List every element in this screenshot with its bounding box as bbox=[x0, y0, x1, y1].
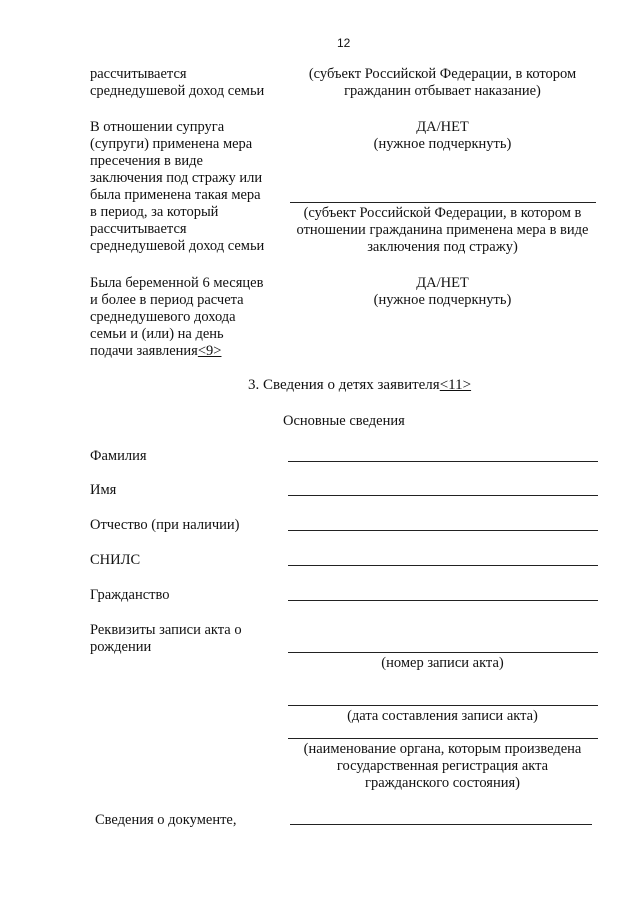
birth-record-label-line-1: Реквизиты записи акта о bbox=[90, 622, 242, 638]
block2-left-line-2: (супруги) применена мера bbox=[90, 136, 253, 152]
block2-right-line-1: (субъект Российской Федерации, в котором в bbox=[303, 205, 582, 221]
block2-right-line-2: отношении гражданина применена мера в виде bbox=[296, 222, 589, 238]
block1-right-line-2: гражданин отбывает наказание) bbox=[344, 83, 541, 99]
record-number-hint: (номер записи акта) bbox=[381, 655, 504, 671]
section-subtitle: Основные сведения bbox=[283, 413, 405, 429]
block2-left-line-5: была применена такая мера bbox=[90, 187, 261, 203]
snils-label: СНИЛС bbox=[90, 552, 141, 568]
authority-hint-line-2: государственная регистрация акта bbox=[336, 758, 549, 774]
block2-answer-hint: (нужное подчеркнуть) bbox=[373, 136, 512, 152]
block2-left-line-3: пресечения в виде bbox=[90, 153, 203, 169]
authority-field[interactable] bbox=[288, 738, 598, 739]
block2-left-line-4: заключения под стражу или bbox=[90, 170, 263, 186]
name-label: Имя bbox=[90, 482, 117, 498]
block3-left-line-2: и более в период расчета bbox=[90, 292, 244, 308]
block3-left-line-1: Была беременной 6 месяцев bbox=[90, 275, 264, 291]
citizenship-label: Гражданство bbox=[90, 587, 170, 603]
block2-right-line-3: заключения под стражу) bbox=[367, 239, 518, 255]
document-field[interactable] bbox=[290, 824, 592, 825]
block2-region-line[interactable] bbox=[290, 202, 596, 203]
block2-left-line-1: В отношении супруга bbox=[90, 119, 225, 135]
block2-answer[interactable]: ДА/НЕТ bbox=[416, 119, 469, 135]
surname-label: Фамилия bbox=[90, 448, 147, 464]
patronymic-field[interactable] bbox=[288, 530, 598, 531]
block2-left-line-6: в период, за который bbox=[90, 204, 219, 220]
block3-left-line-5 bbox=[90, 343, 221, 360]
page-number: 12 bbox=[337, 36, 351, 50]
document-label: Сведения о документе, bbox=[95, 812, 237, 828]
block1-left-line-2: среднедушевой доход семьи bbox=[90, 83, 265, 99]
block3-left-last: подачи заявления bbox=[90, 343, 198, 359]
block3-answer-hint: (нужное подчеркнуть) bbox=[373, 292, 512, 308]
block3-left-line-4: семьи и (или) на день bbox=[90, 326, 224, 342]
footnote-11-link[interactable]: <11> bbox=[439, 377, 472, 393]
section-title-text: 3. Сведения о детях заявителя bbox=[248, 377, 440, 393]
block2-left-line-7: рассчитывается bbox=[90, 221, 187, 237]
block3-answer[interactable]: ДА/НЕТ bbox=[416, 275, 469, 291]
surname-field[interactable] bbox=[288, 461, 598, 462]
patronymic-label: Отчество (при наличии) bbox=[90, 517, 240, 533]
birth-record-label-line-2: рождении bbox=[90, 639, 152, 655]
authority-hint-line-3: гражданского состояния) bbox=[365, 775, 520, 791]
citizenship-field[interactable] bbox=[288, 600, 598, 601]
name-field[interactable] bbox=[288, 495, 598, 496]
section-title bbox=[248, 377, 471, 394]
block1-left-line-1: рассчитывается bbox=[90, 66, 187, 82]
snils-field[interactable] bbox=[288, 565, 598, 566]
record-date-hint: (дата составления записи акта) bbox=[347, 708, 538, 724]
block1-right-line-1: (субъект Российской Федерации, в котором bbox=[308, 66, 577, 82]
record-date-field[interactable] bbox=[288, 705, 598, 706]
block2-left-line-8: среднедушевой доход семьи bbox=[90, 238, 265, 254]
block3-left-line-3: среднедушевого дохода bbox=[90, 309, 236, 325]
authority-hint-line-1: (наименование органа, которым произведена bbox=[303, 741, 582, 757]
footnote-9-link[interactable]: <9> bbox=[197, 343, 222, 359]
record-number-field[interactable] bbox=[288, 652, 598, 653]
